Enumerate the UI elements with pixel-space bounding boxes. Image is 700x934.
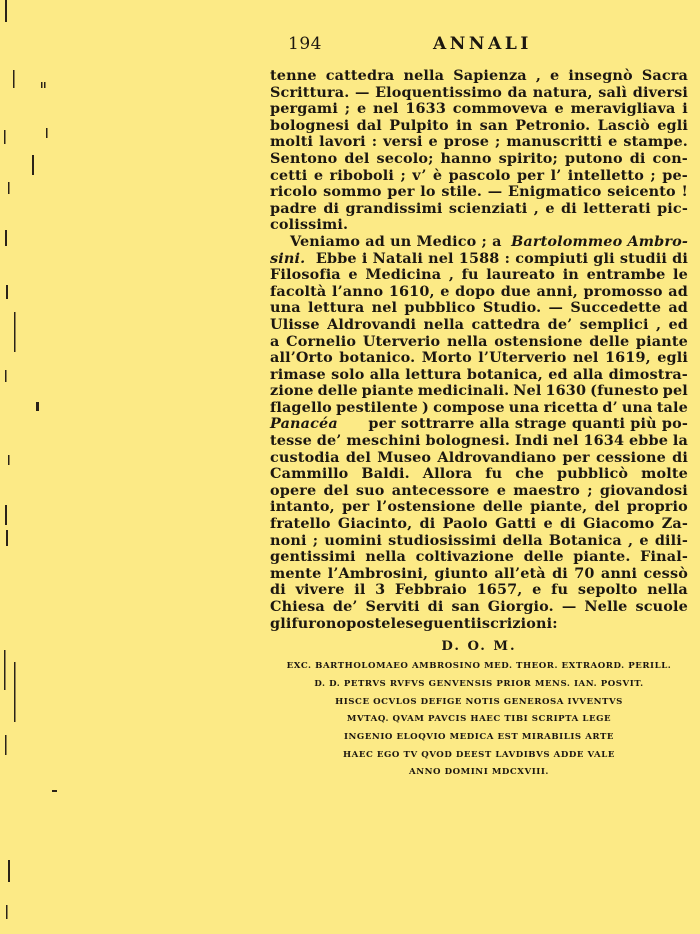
text-line: cetti e riboboli ; v’ è pascolo per l’ intelletto ; pe- [270, 166, 688, 184]
inscription-line: HISCE OCVLOS DEFIGE NOTIS GENEROSA IVVENTVS [335, 696, 623, 707]
text-line: intanto, per l’ostensione delle piante, del proprio [270, 498, 688, 516]
text-line: gli furono poste le seguenti iscrizioni : [270, 614, 558, 632]
text-line: Filosofia e Medicina , fu laureato in entrambe le [270, 266, 688, 284]
text-line: rimase solo alla lettura botanica, ed alla dimostra- [270, 365, 688, 383]
running-title: ANNALI [433, 34, 532, 54]
inscription-lines [270, 658, 688, 782]
text-line: facoltà l’anno 1610, e dopo due anni, promosso ad [270, 282, 688, 300]
inscription-line: MVTAQ. QVAM PAVCIS HAEC TIBI SCRIPTA LEGE [346, 714, 612, 725]
paragraph-2 [270, 267, 688, 416]
inscription-line: ANNO DOMINI MDCXVIII. [409, 767, 549, 778]
text-line: bolognesi dal Pulpito in san Petronio. Lasciò egli [270, 116, 688, 134]
text-line: flagello pestilente ) compose una ricetta d’ una tale [270, 398, 688, 416]
paragraph-2-lead: Veniamo ad un Medico ; a [290, 232, 502, 250]
text-line: tenne cattedra nella Sapienza , e insegnò Sacra [270, 67, 688, 84]
text-line: pergami ; e nel 1633 commoveva e meravigliava i [270, 100, 688, 118]
scan-edge-marks [0, 0, 60, 934]
text-line: mente l’Ambrosini, giunto all’età di 70 anni cessò [270, 564, 688, 582]
text-line: zione delle piante medicinali. Nel 1630 (funesto pel [270, 382, 688, 400]
text-line: colissimi. [270, 216, 349, 234]
person-name: Bartolommeo Ambro- [511, 232, 688, 250]
text-line: tesse de’ meschini bolognesi. Indi nel 1634 ebbe la [270, 432, 688, 450]
text-line: una lettura nel pubblico Studio. — Succedette ad [270, 299, 688, 317]
page-number: 194 [288, 34, 322, 54]
paragraph-2-end [270, 433, 688, 632]
paragraph-2-continuation: Ebbe i Natali nel 1588 : compiuti gli studii di [315, 249, 688, 267]
book-page [270, 34, 688, 782]
text-line: custodia del Museo Aldrovandiano per cessione di [270, 448, 688, 466]
panacea-line-rest: per sottrarre alla strage quanti più po- [368, 415, 688, 433]
text-line [270, 251, 688, 268]
text-line: Sentono del secolo; hanno spirito; putono di con- [270, 149, 688, 167]
text-line: noni ; uomini studiosissimi della Botanica , e dili- [270, 531, 688, 549]
text-line [270, 416, 688, 433]
text-line: Chiesa de’ Serviti di san Giorgio. — Nelle scuole [270, 598, 688, 615]
body-text [270, 68, 688, 632]
text-line: all’Orto botanico. Morto l’Uterverio nel 1619, egli [270, 349, 688, 367]
text-line [270, 234, 688, 251]
person-name-end: sini. [270, 249, 306, 267]
text-line: Ulisse Aldrovandi nella cattedra de’ semplici , ed [270, 315, 688, 333]
text-line: fratello Giacinto, di Paolo Gatti e di Giacomo Za- [270, 515, 688, 533]
text-line: gentissimi nella coltivazione delle piante. Final- [270, 548, 688, 566]
text-line: ricolo sommo per lo stile. — Enigmatico seicento ! [270, 183, 688, 201]
paragraph-1 [270, 68, 688, 234]
text-line: Cammillo Baldi. Allora fu che pubblicò molte [270, 465, 688, 483]
inscription-heading: D. O. M. [441, 639, 517, 655]
text-line: a Cornelio Uterverio nella ostensione delle piante [270, 332, 688, 350]
text-line: Scrittura. — Eloquentissimo da natura, salì diversi [270, 83, 688, 101]
inscription-line: HAEC EGO TV QVOD DEEST LAVDIBVS ADDE VALE [343, 749, 615, 760]
inscription-line: D. D. PETRVS RVFVS GENVENSIS PRIOR MENS. IAN. POSVIT. [314, 678, 644, 689]
panacea-word: Panacéa [270, 415, 338, 433]
text-line: di vivere il 3 Febbraio 1657, e fu sepolto nella [270, 581, 688, 599]
text-line: opere del suo antecessore e maestro ; giovandosi [270, 481, 688, 499]
inscription-line: EXC. BARTHOLOMAEO AMBROSINO MED. THEOR. EXTRAORD. PERILL. [286, 661, 672, 672]
text-line: padre di grandissimi scienziati , e di letterati pic- [270, 199, 688, 217]
running-head [270, 34, 688, 58]
inscription-line: INGENIO ELOQVIO MEDICA EST MIRABILIS ARTE [343, 732, 615, 742]
text-line: molti lavori : versi e prose ; manuscritti e stampe. [270, 133, 688, 151]
inscription [270, 638, 688, 782]
